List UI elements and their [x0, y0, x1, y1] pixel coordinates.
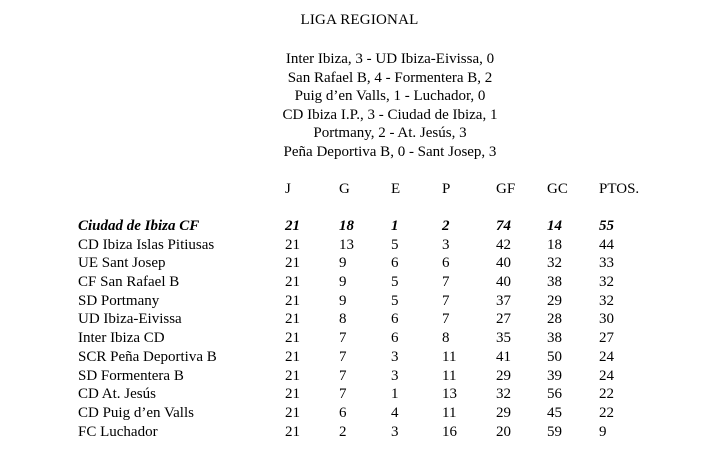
stat-j: 21 [285, 423, 300, 440]
stat-j: 21 [285, 255, 300, 272]
team-name: CD Ibiza Islas Pitiusas [78, 236, 215, 253]
stat-pts: 32 [599, 292, 614, 309]
table-row [0, 310, 719, 329]
stat-e: 6 [391, 311, 399, 328]
stat-gf: 32 [496, 386, 511, 403]
table-row [0, 236, 719, 255]
stat-gf: 37 [496, 292, 511, 309]
table-row [0, 423, 719, 442]
stat-e: 3 [391, 423, 399, 440]
team-name: Inter Ibiza CD [78, 330, 165, 347]
stat-e: 5 [391, 236, 399, 253]
stat-gf: 74 [496, 218, 511, 234]
stat-p: 11 [442, 348, 457, 365]
stat-gf: 42 [496, 236, 511, 253]
team-name: CF San Rafael B [78, 274, 180, 291]
header-gc: GC [547, 181, 568, 197]
team-name: UD Ibiza-Eivissa [78, 311, 182, 328]
standings-table [0, 180, 719, 441]
header-gf: GF [496, 181, 516, 197]
stat-g: 2 [339, 423, 347, 440]
stat-g: 7 [339, 386, 347, 403]
stat-p: 3 [442, 236, 450, 253]
team-name: SD Formentera B [78, 367, 184, 384]
stat-j: 21 [285, 367, 300, 384]
stat-gf: 29 [496, 367, 511, 384]
header-e: E [391, 181, 401, 197]
table-row [0, 273, 719, 292]
stat-e: 5 [391, 292, 399, 309]
match-result: CD Ibiza I.P., 3 - Ciudad de Ibiza, 1 [282, 106, 498, 123]
stat-pts: 30 [599, 311, 614, 328]
page-title: LIGA REGIONAL [300, 12, 419, 28]
standings-header-row [0, 180, 719, 217]
stat-j: 21 [285, 236, 300, 253]
table-row [0, 367, 719, 386]
stat-pts: 24 [599, 348, 614, 365]
stat-g: 7 [339, 330, 347, 347]
stat-e: 3 [391, 367, 399, 384]
team-name: Ciudad de Ibiza CF [78, 218, 200, 234]
table-row [0, 348, 719, 367]
match-results [210, 50, 570, 162]
stat-e: 1 [391, 218, 399, 234]
stat-gc: 45 [547, 404, 562, 421]
stat-e: 1 [391, 386, 399, 403]
stat-gc: 38 [547, 330, 562, 347]
stat-p: 16 [442, 423, 457, 440]
match-result: Puig d’en Valls, 1 - Luchador, 0 [294, 88, 486, 105]
stat-gc: 28 [547, 311, 562, 328]
stat-gf: 27 [496, 311, 511, 328]
stat-g: 7 [339, 348, 347, 365]
stat-p: 11 [442, 404, 457, 421]
table-row [0, 292, 719, 311]
stat-gc: 32 [547, 255, 562, 272]
header-g: G [339, 181, 350, 197]
stat-g: 7 [339, 367, 347, 384]
stat-gc: 50 [547, 348, 562, 365]
stat-e: 4 [391, 404, 399, 421]
stat-pts: 55 [599, 218, 614, 234]
table-row [0, 217, 719, 236]
stat-p: 6 [442, 255, 450, 272]
stat-e: 5 [391, 274, 399, 291]
stat-p: 7 [442, 292, 450, 309]
team-name: SCR Peña Deportiva B [78, 348, 217, 365]
stat-pts: 32 [599, 274, 614, 291]
stat-pts: 24 [599, 367, 614, 384]
match-result: Peña Deportiva B, 0 - Sant Josep, 3 [283, 143, 497, 160]
table-row [0, 385, 719, 404]
stat-pts: 9 [599, 423, 607, 440]
stat-gc: 18 [547, 236, 562, 253]
table-row [0, 254, 719, 273]
team-name: CD Puig d’en Valls [78, 404, 194, 421]
team-name: SD Portmany [78, 292, 160, 309]
stat-gc: 39 [547, 367, 562, 384]
stat-j: 21 [285, 348, 300, 365]
stat-p: 13 [442, 386, 457, 403]
header-j: J [285, 181, 291, 197]
stat-gc: 29 [547, 292, 562, 309]
stat-j: 21 [285, 311, 300, 328]
stat-gf: 40 [496, 255, 511, 272]
stat-j: 21 [285, 330, 300, 347]
match-result: Portmany, 2 - At. Jesús, 3 [313, 125, 467, 142]
stat-g: 9 [339, 274, 347, 291]
stat-g: 8 [339, 311, 347, 328]
stat-gc: 59 [547, 423, 562, 440]
stat-gc: 14 [547, 218, 562, 234]
team-name: CD At. Jesús [78, 386, 156, 403]
stat-p: 2 [442, 218, 450, 234]
stat-p: 7 [442, 274, 450, 291]
stat-j: 21 [285, 274, 300, 291]
standings-rows [0, 217, 719, 441]
header-p: P [442, 181, 451, 197]
stat-pts: 27 [599, 330, 614, 347]
stat-gf: 40 [496, 274, 511, 291]
match-result: Inter Ibiza, 3 - UD Ibiza-Eivissa, 0 [285, 51, 495, 67]
table-row [0, 329, 719, 348]
stat-g: 9 [339, 255, 347, 272]
stat-e: 6 [391, 255, 399, 272]
stat-j: 21 [285, 404, 300, 421]
stat-j: 21 [285, 292, 300, 309]
stat-g: 18 [339, 218, 354, 234]
stat-e: 6 [391, 330, 399, 347]
match-result: San Rafael B, 4 - Formentera B, 2 [287, 69, 493, 86]
stat-gf: 35 [496, 330, 511, 347]
stat-p: 11 [442, 367, 457, 384]
stat-j: 21 [285, 386, 300, 403]
stat-p: 8 [442, 330, 450, 347]
stat-pts: 22 [599, 386, 614, 403]
stat-g: 9 [339, 292, 347, 309]
team-name: FC Luchador [78, 423, 158, 440]
team-name: UE Sant Josep [78, 255, 166, 272]
table-row [0, 404, 719, 423]
stat-pts: 44 [599, 236, 614, 253]
stat-gf: 29 [496, 404, 511, 421]
stat-g: 13 [339, 236, 354, 253]
stat-e: 3 [391, 348, 399, 365]
stat-gf: 20 [496, 423, 511, 440]
stat-gc: 38 [547, 274, 562, 291]
stat-p: 7 [442, 311, 450, 328]
stat-gc: 56 [547, 386, 562, 403]
stat-pts: 33 [599, 255, 614, 272]
stat-pts: 22 [599, 404, 614, 421]
stat-gf: 41 [496, 348, 511, 365]
stat-g: 6 [339, 404, 347, 421]
header-pts: PTOS. [599, 181, 640, 197]
stat-j: 21 [285, 218, 300, 234]
